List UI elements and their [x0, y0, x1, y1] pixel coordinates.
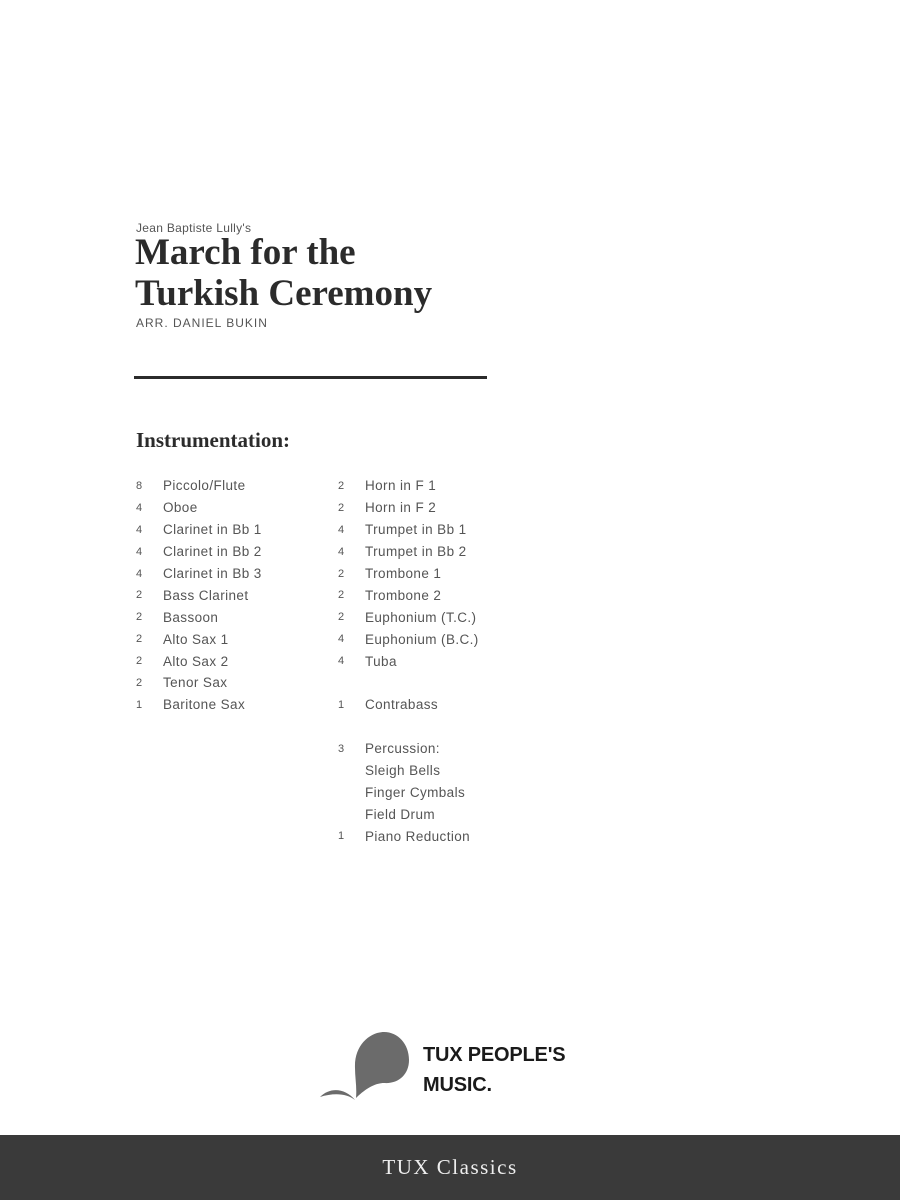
instrument-name: Sleigh Bells	[365, 763, 441, 779]
instrument-row	[338, 563, 479, 585]
instrumentation-heading: Instrumentation:	[136, 428, 291, 452]
instrument-quantity: 4	[136, 545, 143, 558]
instrument-name: Tuba	[365, 653, 397, 669]
instrument-row	[338, 781, 479, 803]
instrument-quantity: 4	[136, 501, 143, 514]
instrument-quantity: 1	[136, 698, 143, 711]
instrument-name: Field Drum	[365, 806, 436, 822]
score-title	[135, 232, 432, 314]
instrument-quantity: 4	[136, 523, 143, 536]
instrument-name: Euphonium (B.C.)	[365, 631, 479, 647]
instrument-row	[136, 628, 262, 650]
instrument-quantity: 8	[136, 479, 143, 492]
instrument-row	[136, 563, 262, 585]
instrument-quantity: 4	[136, 567, 143, 580]
instrument-row	[136, 694, 262, 716]
instrument-row	[338, 803, 479, 825]
instrument-name: Trumpet in Bb 2	[365, 544, 467, 560]
arranger-credit: ARR. DANIEL BUKIN	[136, 316, 268, 330]
instrument-quantity: 4	[338, 655, 345, 668]
instrument-quantity: 2	[136, 633, 143, 646]
instrument-row	[136, 497, 262, 519]
instrument-row	[338, 475, 479, 497]
score-title-line-1: March for the	[135, 232, 356, 273]
instrument-list-left	[136, 475, 262, 716]
instrument-quantity: 2	[338, 589, 345, 602]
instrument-quantity: 2	[136, 676, 143, 689]
instrument-row	[338, 519, 479, 541]
instrument-row	[338, 716, 479, 738]
publisher-brand-line-2: MUSIC.	[423, 1074, 492, 1096]
instrument-row	[136, 606, 262, 628]
instrument-row	[338, 760, 479, 782]
instrument-name: Piccolo/Flute	[163, 478, 246, 494]
instrument-row	[338, 672, 479, 694]
instrument-quantity: 1	[338, 830, 345, 843]
instrument-name: Clarinet in Bb 2	[163, 544, 262, 560]
instrument-quantity: 2	[338, 611, 345, 624]
instrument-list-right	[338, 475, 479, 847]
instrument-row	[136, 584, 262, 606]
instrument-name: Trombone 2	[365, 587, 442, 603]
footer-bar	[0, 1135, 900, 1200]
instrument-quantity: 2	[136, 589, 143, 602]
instrument-name: Horn in F 1	[365, 478, 437, 494]
instrument-quantity: 4	[338, 523, 345, 536]
instrument-name: Baritone Sax	[163, 697, 246, 713]
instrument-quantity: 4	[338, 545, 345, 558]
instrument-name: Clarinet in Bb 1	[163, 522, 262, 538]
instrument-row	[338, 628, 479, 650]
title-divider	[134, 376, 487, 379]
instrument-name: Euphonium (T.C.)	[365, 609, 477, 625]
instrument-name: Trombone 1	[365, 566, 442, 581]
composer-credit: Jean Baptiste Lully's	[136, 221, 252, 235]
instrument-name: Oboe	[163, 500, 198, 516]
instrument-name: Clarinet in Bb 3	[163, 566, 262, 581]
instrument-quantity: 3	[338, 742, 345, 755]
publisher-brand-line-1: TUX PEOPLE'S	[423, 1044, 566, 1066]
instrument-name: Contrabass	[365, 697, 439, 713]
instrument-quantity: 2	[338, 479, 345, 492]
instrument-row	[338, 606, 479, 628]
instrument-row	[338, 694, 479, 716]
instrument-row	[136, 672, 262, 694]
instrument-row	[338, 497, 479, 519]
instrument-quantity: 2	[136, 611, 143, 624]
instrument-name: Bassoon	[163, 609, 219, 625]
instrument-row	[136, 475, 262, 497]
instrument-name: Percussion:	[365, 741, 440, 757]
instrument-quantity: 2	[136, 655, 143, 668]
instrument-name: Alto Sax 1	[163, 631, 229, 647]
instrument-row	[136, 541, 262, 563]
publisher-brand	[423, 1040, 565, 1100]
instrument-name: Finger Cymbals	[365, 784, 466, 800]
score-title-line-2: Turkish Ceremony	[135, 273, 433, 314]
instrument-quantity: 2	[338, 567, 345, 580]
instrument-row	[136, 519, 262, 541]
instrument-name: Tenor Sax	[163, 675, 228, 691]
instrument-name: Bass Clarinet	[163, 587, 249, 603]
instrument-name: Trumpet in Bb 1	[365, 522, 467, 538]
instrument-row	[338, 584, 479, 606]
instrument-row	[338, 738, 479, 760]
instrument-name: Alto Sax 2	[163, 653, 229, 669]
instrument-quantity: 4	[338, 633, 345, 646]
instrument-row	[338, 825, 479, 847]
instrument-row	[338, 541, 479, 563]
instrument-row	[338, 650, 479, 672]
instrument-name: Horn in F 2	[365, 500, 437, 516]
instrument-quantity: 1	[338, 698, 345, 711]
footer-series-label: TUX Classics	[382, 1155, 518, 1179]
instrument-row	[136, 650, 262, 672]
instrument-quantity: 2	[338, 501, 345, 514]
tux-speech-bubble-logo-icon	[318, 1030, 418, 1108]
instrument-name: Piano Reduction	[365, 828, 471, 844]
